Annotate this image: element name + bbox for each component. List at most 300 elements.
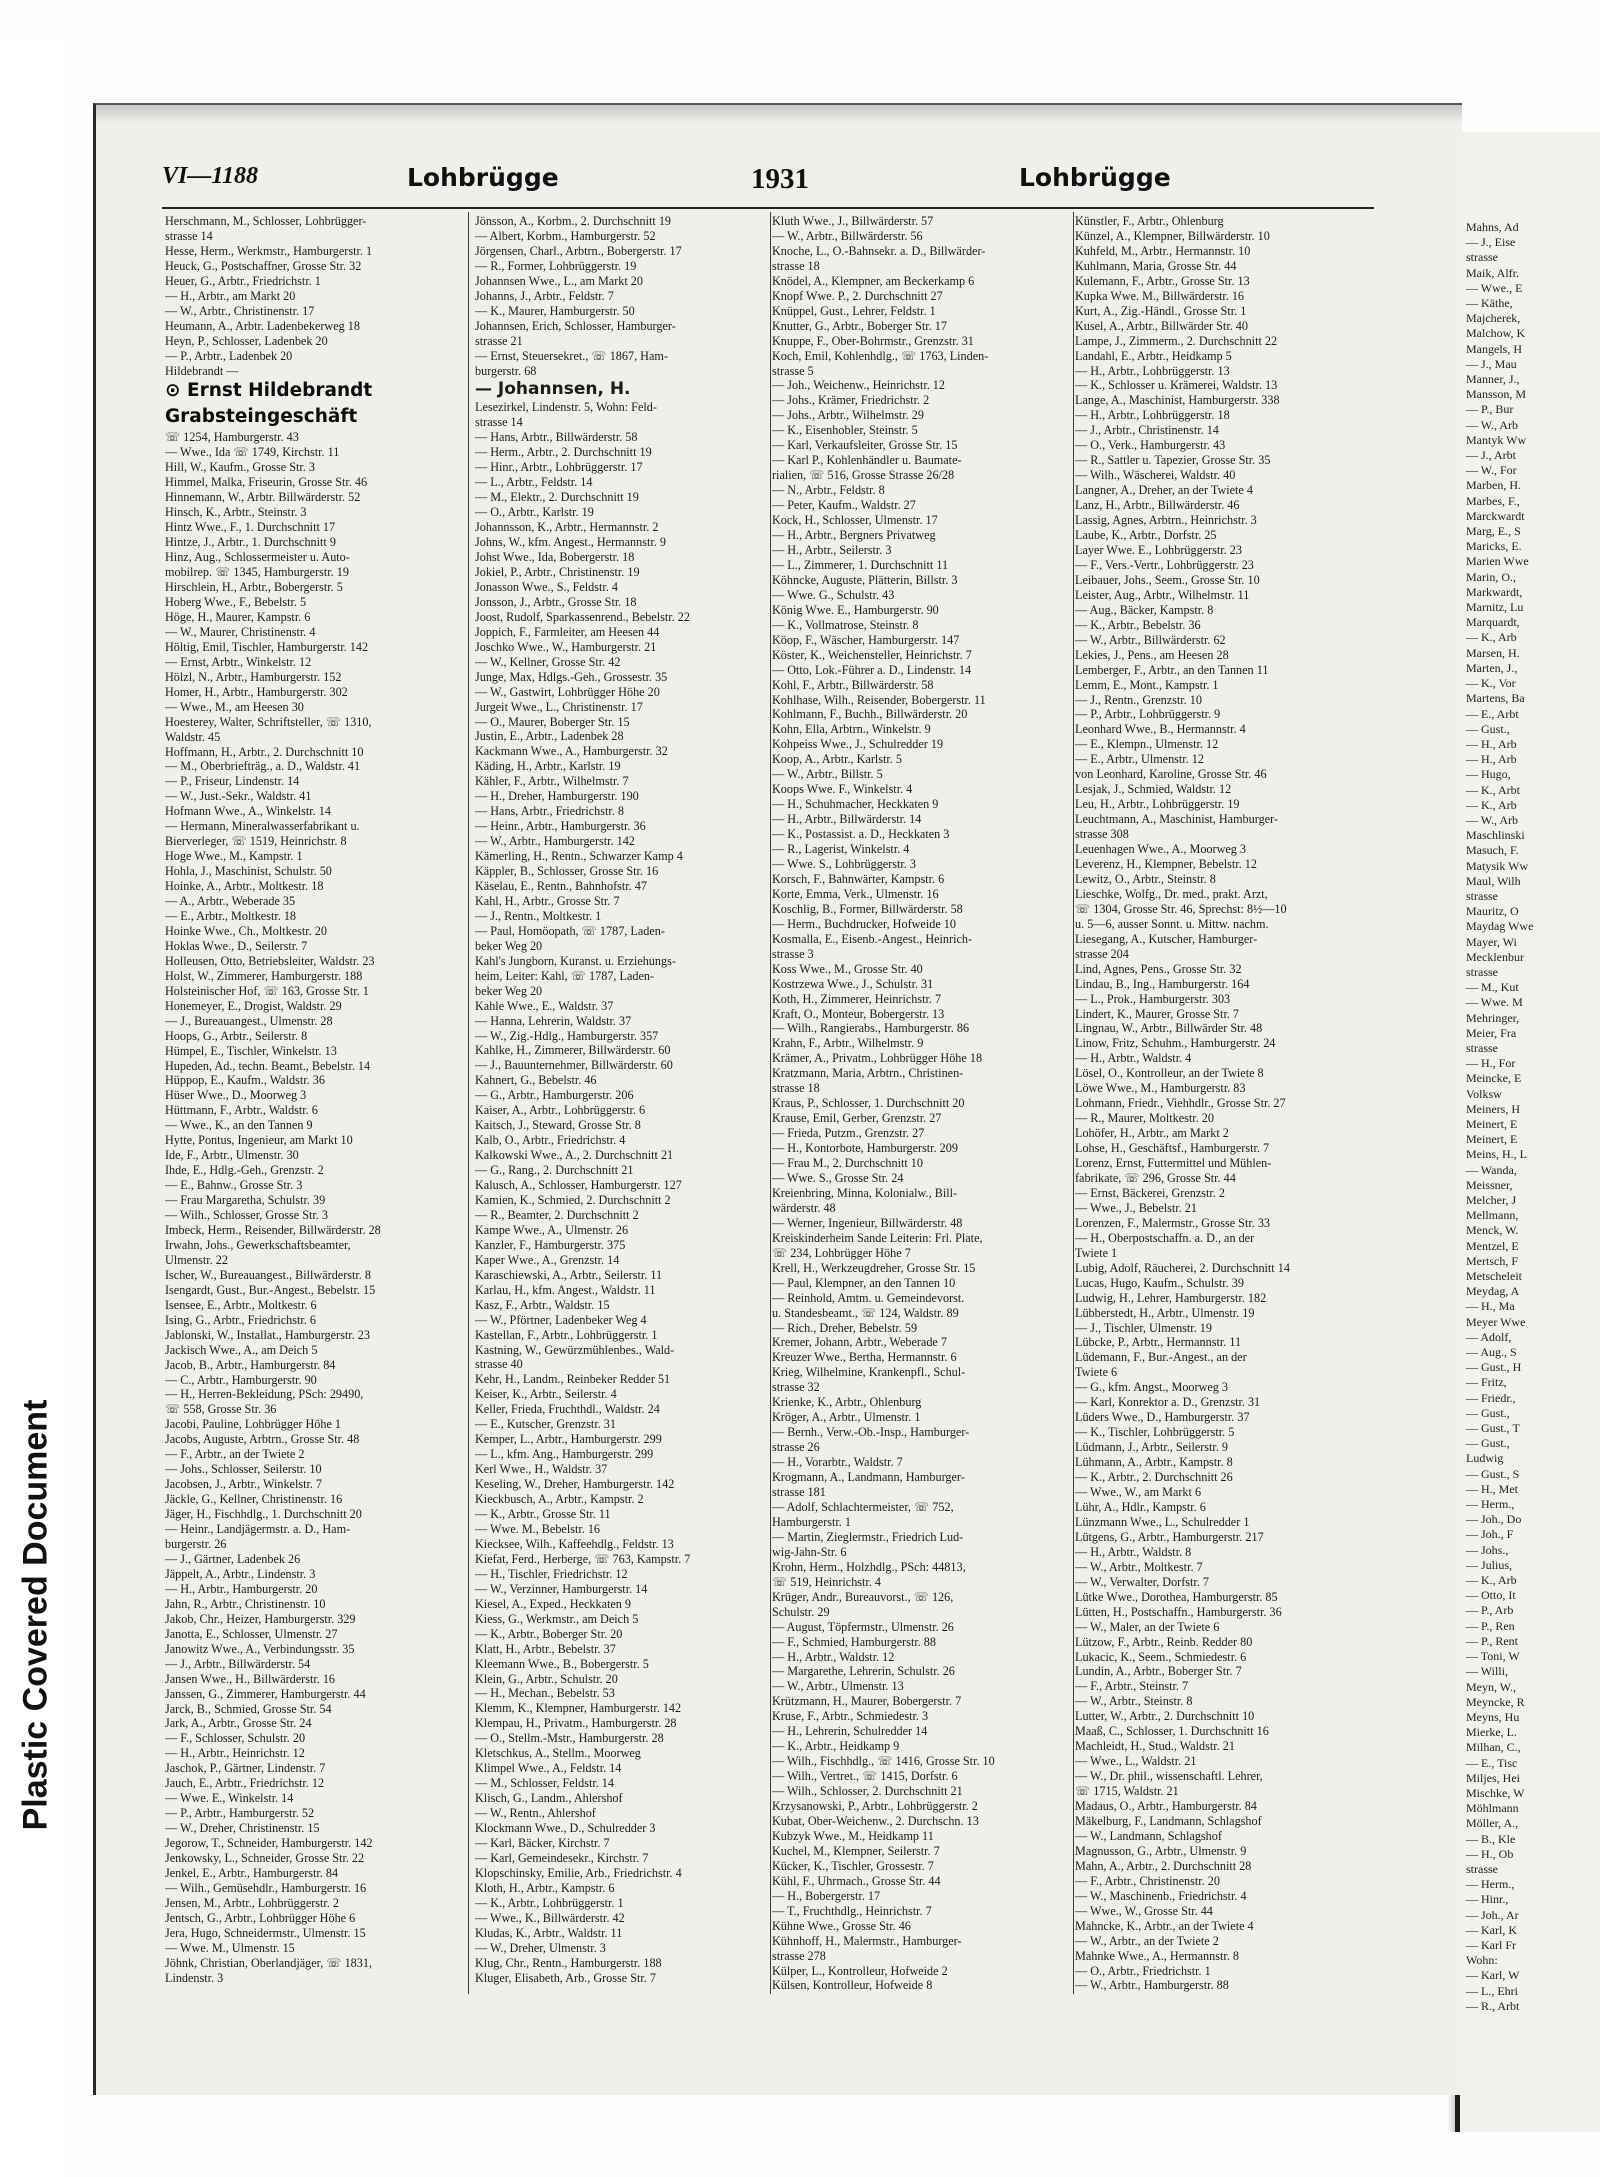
directory-entry: Justin, E., Arbtr., Ladenbek 28 [475, 729, 624, 744]
directory-entry: Jacobs, Auguste, Arbtrn., Grosse Str. 48 [165, 1432, 360, 1447]
directory-entry: — H., Arbtr., am Markt 20 [165, 288, 296, 303]
directory-entry: Keiser, K., Arbtr., Seilerstr. 4 [475, 1387, 617, 1402]
directory-entry: — W., Just.-Sekr., Waldstr. 41 [165, 789, 312, 804]
directory-entry: Kücker, K., Tischler, Grossestr. 7 [772, 1858, 934, 1873]
directory-entry: Jacobsen, J., Arbtr., Winkelstr. 7 [165, 1477, 323, 1492]
directory-entry: Hytte, Pontus, Ingenieur, am Markt 10 [165, 1133, 353, 1148]
directory-entry: Kaper Wwe., A., Grenzstr. 14 [475, 1252, 620, 1267]
directory-entry: Layer Wwe. E., Lohbrüggerstr. 23 [1075, 542, 1242, 557]
directory-entry: Leonhard Wwe., B., Hermannstr. 4 [1075, 722, 1246, 737]
directory-entry: — Adolf, Schlachtermeister, ☏ 752, [772, 1499, 954, 1514]
directory-entry: Lingnau, W., Arbtr., Billwärder Str. 48 [1075, 1021, 1263, 1036]
directory-entry: ⊙ Ernst Hildebrandt [165, 380, 373, 402]
directory-entry: — P., Arbtr., Lohbrüggerstr. 9 [1075, 707, 1221, 722]
directory-entry: Jark, A., Arbtr., Grosse Str. 24 [165, 1716, 312, 1731]
directory-entry: Koss Wwe., M., Grosse Str. 40 [772, 961, 923, 976]
facing-page-entry: Mischke, W [1466, 1785, 1525, 1800]
directory-entry: Hoffmann, H., Arbtr., 2. Durchschnitt 10 [165, 744, 364, 759]
directory-entry: — Herm., Arbtr., 2. Durchschnitt 19 [475, 445, 652, 460]
directory-entry: — W., Zig.-Hdlg., Hamburgerstr. 357 [475, 1028, 659, 1043]
directory-entry: — W., Arbtr., Ulmenstr. 13 [772, 1679, 904, 1694]
facing-page-entry: Mangels, H [1466, 341, 1522, 356]
directory-entry: Lorenz, Ernst, Futtermittel und Mühlen- [1075, 1156, 1272, 1171]
directory-entry: — J., Tischler, Ulmenstr. 19 [1075, 1320, 1212, 1335]
directory-entry: — G., kfm. Angst., Moorweg 3 [1075, 1380, 1229, 1395]
directory-entry: Kruse, F., Arbtr., Schmiedestr. 3 [772, 1709, 929, 1724]
directory-entry: beker Weg 20 [475, 938, 543, 953]
directory-entry: — G., Rang., 2. Durchschnitt 21 [475, 1163, 634, 1178]
facing-page-entry: — Joh., F [1466, 1527, 1514, 1542]
directory-entry: — M., Elektr., 2. Durchschnitt 19 [475, 490, 639, 505]
directory-entry: Lübcke, P., Arbtr., Hermannstr. 11 [1075, 1335, 1242, 1350]
directory-entry: — P., Arbtr., Hamburgerstr. 52 [165, 1806, 315, 1821]
directory-entry: Klug, Chr., Rentn., Hamburgerstr. 188 [475, 1955, 662, 1970]
facing-page-entry: — K., Arb [1466, 1573, 1517, 1588]
directory-entry: Ising, G., Arbtr., Friedrichstr. 6 [165, 1312, 316, 1327]
directory-entry: Kahle Wwe., E., Waldstr. 37 [475, 998, 614, 1013]
directory-entry: Koop, A., Arbtr., Karlstr. 5 [772, 752, 902, 767]
directory-entry: Hill, W., Kaufm., Grosse Str. 3 [165, 460, 315, 475]
facing-page-entry: Miljes, Hei [1466, 1770, 1520, 1785]
directory-entry: — M., Schlosser, Feldstr. 14 [475, 1776, 614, 1791]
facing-page-entry: Meissner, [1466, 1177, 1513, 1192]
directory-entry: Machleidt, H., Stud., Waldstr. 21 [1075, 1739, 1235, 1754]
facing-page-entry: Metscheleit [1466, 1269, 1522, 1284]
directory-column-4 [1075, 214, 1373, 1994]
directory-entry: — P., Friseur, Lindenstr. 14 [165, 774, 300, 789]
facing-page-entry: Mahns, Ad [1466, 220, 1519, 234]
directory-entry: — K., Tischler, Lohbrüggerstr. 5 [1075, 1425, 1235, 1440]
directory-entry: Kahlke, H., Zimmerer, Billwärderstr. 60 [475, 1043, 671, 1058]
directory-entry: Krause, Emil, Gerber, Grenzstr. 27 [772, 1111, 942, 1126]
directory-entry: Krieg, Wilhelmine, Krankenpfl., Schul- [772, 1365, 966, 1380]
directory-entry: — Wilh., Fischhdlg., ☏ 1416, Grosse Str. 10 [772, 1754, 995, 1769]
directory-entry: Jera, Hugo, Schneidermstr., Ulmenstr. 15 [165, 1925, 366, 1940]
directory-entry: Holsteinischer Hof, ☏ 163, Grosse Str. 1 [165, 983, 369, 998]
facing-page-entry: Maul, Wilh [1466, 873, 1521, 888]
directory-entry: — R., Lagerist, Winkelstr. 4 [772, 842, 910, 857]
directory-entry: Heyn, P., Schlosser, Ladenbek 20 [165, 333, 328, 348]
facing-page-entry: Maricks, E. [1466, 539, 1522, 554]
directory-entry: Kaiser, A., Arbtr., Lohbrüggerstr. 6 [475, 1103, 646, 1118]
facing-page-entry: Meyns, Hu [1466, 1709, 1520, 1724]
directory-entry: Landahl, E., Arbtr., Heidkamp 5 [1075, 348, 1232, 363]
directory-entry: — Wwe., M., am Heesen 30 [165, 699, 304, 714]
directory-entry: Laube, K., Arbtr., Dorfstr. 25 [1075, 528, 1217, 543]
directory-entry: Kühne Wwe., Grosse Str. 46 [772, 1918, 911, 1933]
directory-entry: Keseling, W., Dreher, Hamburgerstr. 142 [475, 1477, 675, 1492]
directory-entry: Klimpel Wwe., A., Feldstr. 14 [475, 1761, 622, 1776]
directory-entry: — Wilh., Schlosser, Grosse Str. 3 [165, 1208, 328, 1223]
facing-page-entry: — J., Mau [1466, 356, 1517, 371]
directory-entry: Mahn, A., Arbtr., 2. Durchschnitt 28 [1075, 1858, 1252, 1873]
directory-entry: Krüger, Andr., Bureauvorst., ☏ 126, [772, 1589, 954, 1604]
directory-entry: Krohn, Herm., Holzhdlg., PSch: 44813, [772, 1559, 966, 1574]
facing-page-entry: — K., Arb [1466, 797, 1517, 812]
facing-page-entry: Marquardt, [1466, 615, 1520, 630]
directory-entry: Jöhnk, Christian, Oberlandjäger, ☏ 1831, [165, 1955, 373, 1970]
directory-entry: Joppich, F., Farmleiter, am Heesen 44 [475, 624, 660, 639]
facing-page-entry: Mentzel, E [1466, 1238, 1519, 1253]
directory-entry: Kluger, Elisabeth, Arb., Grosse Str. 7 [475, 1970, 656, 1985]
directory-entry: — Hans, Arbtr., Billwärderstr. 58 [475, 430, 638, 445]
facing-page-entry: Marnitz, Lu [1466, 600, 1524, 615]
directory-entry: Kubzyk Wwe., M., Heidkamp 11 [772, 1828, 934, 1843]
directory-entry: Hintze, J., Arbtr., 1. Durchschnitt 9 [165, 535, 336, 550]
directory-entry: Lukacic, K., Seem., Schmiedestr. 6 [1075, 1649, 1247, 1664]
directory-entry: mobilrep. ☏ 1345, Hamburgerstr. 19 [165, 565, 349, 580]
directory-entry: heim, Leiter: Kahl, ☏ 1787, Laden- [475, 968, 655, 983]
facing-page-entry: Mellmann, [1466, 1208, 1519, 1223]
facing-page-entry: Marben, H. [1466, 478, 1521, 493]
facing-page-entry: Mecklenbur [1466, 949, 1524, 964]
directory-entry: Künzel, A., Klempner, Billwärderstr. 10 [1075, 228, 1270, 243]
facing-page-entry: — K., Arbt [1466, 782, 1520, 797]
directory-entry: Johannsson, K., Arbtr., Hermannstr. 2 [475, 520, 659, 535]
directory-entry: — O., Arbtr., Karlstr. 19 [475, 505, 594, 520]
facing-page-entry: Meinert, E [1466, 1116, 1518, 1131]
directory-entry: Klempau, H., Privatm., Hamburgerstr. 28 [475, 1716, 677, 1731]
facing-page-entry: Marbes, F., [1466, 493, 1520, 508]
directory-entry: Hoge Wwe., M., Kampstr. 1 [165, 849, 303, 864]
directory-entry: — Wilh., Gemüsehdlr., Hamburgerstr. 16 [165, 1880, 367, 1895]
directory-entry: — Otto, Lok.-Führer a. D., Lindenstr. 14 [772, 662, 972, 677]
directory-entry: Jonasson Wwe., S., Feldstr. 4 [475, 579, 618, 594]
facing-page-entry: — Toni, W [1466, 1649, 1520, 1664]
directory-entry: Kröger, A., Arbtr., Ulmenstr. 1 [772, 1410, 921, 1425]
directory-entry: Klockmann Wwe., D., Schulredder 3 [475, 1821, 656, 1836]
directory-entry: Lübberstedt, H., Arbtr., Ulmenstr. 19 [1075, 1305, 1255, 1320]
directory-entry: Hoinke, A., Arbtr., Moltkestr. 18 [165, 879, 324, 894]
directory-entry: — H., Lehrerin, Schulredder 14 [772, 1724, 928, 1739]
directory-entry: — E., Kutscher, Grenzstr. 31 [475, 1417, 616, 1432]
directory-entry: Twiete 6 [1075, 1365, 1118, 1380]
directory-entry: — K., Schlosser u. Krämerei, Waldstr. 13 [1075, 378, 1278, 393]
directory-entry: — H., Bobergerstr. 17 [772, 1888, 881, 1903]
directory-entry: Kraus, P., Schlosser, 1. Durchschnitt 20 [772, 1096, 965, 1111]
directory-entry: Lindert, K., Maurer, Grosse Str. 7 [1075, 1006, 1240, 1021]
directory-entry: — R., Beamter, 2. Durchschnitt 2 [475, 1207, 639, 1222]
directory-entry: Ihde, E., Hdlg.-Geh., Grenzstr. 2 [165, 1163, 324, 1178]
directory-entry: — L., Prok., Hamburgerstr. 303 [1075, 991, 1231, 1006]
directory-entry: Kreiskinderheim Sande Leiterin: Frl. Plate, [772, 1230, 983, 1245]
directory-entry: Kehr, H., Landm., Reinbeker Redder 51 [475, 1372, 671, 1387]
directory-entry: Kanzler, F., Hamburgerstr. 375 [475, 1237, 626, 1252]
directory-entry: Leister, Aug., Arbtr., Wilhelmstr. 11 [1075, 587, 1250, 602]
directory-entry: — Joh., Weichenw., Heinrichstr. 12 [772, 378, 945, 393]
directory-entry: Hupeden, Ad., techn. Beamt., Bebelstr. 14 [165, 1058, 371, 1073]
directory-entry: Mäkelburg, F., Landmann, Schlagshof [1075, 1813, 1262, 1828]
directory-entry: Janssen, G., Zimmerer, Hamburgerstr. 44 [165, 1686, 366, 1701]
directory-entry: — Paul, Homöopath, ☏ 1787, Laden- [475, 923, 665, 938]
facing-page-entry: — Karl, K [1466, 1922, 1517, 1937]
facing-page-entry: — H., Ma [1466, 1299, 1515, 1314]
facing-page-entry: — W., Arb [1466, 812, 1519, 827]
directory-entry: — K., Eisenhobler, Steinstr. 5 [772, 423, 918, 438]
directory-entry: — R., Former, Lohbrüggerstr. 19 [475, 258, 637, 273]
directory-entry: Kackmann Wwe., A., Hamburgerstr. 32 [475, 744, 668, 759]
facing-page-entry: — J., Eise [1466, 235, 1516, 250]
directory-entry: — Ernst, Bäckerei, Grenzstr. 2 [1075, 1185, 1225, 1200]
facing-page-entry: Menck, W. [1466, 1223, 1519, 1238]
facing-page-entry: Masuch, F. [1466, 843, 1519, 858]
directory-entry: Lucas, Hugo, Kaufm., Schulstr. 39 [1075, 1275, 1244, 1290]
directory-entry: Ischer, W., Bureauangest., Billwärderstr. 8 [165, 1267, 371, 1282]
directory-entry: — L., Zimmerer, 1. Durchschnitt 11 [772, 557, 949, 572]
directory-entry: Jokiel, P., Arbtr., Christinenstr. 19 [475, 564, 640, 579]
directory-entry: Lutter, W., Arbtr., 2. Durchschnitt 10 [1075, 1709, 1255, 1724]
directory-entry: Kastellan, F., Arbtr., Lohbrüggerstr. 1 [475, 1327, 658, 1342]
directory-entry: strasse 32 [772, 1380, 820, 1395]
directory-entry: — Heinr., Landjägermstr. a. D., Ham- [165, 1522, 351, 1537]
facing-page-entry: — Karl, W [1466, 1968, 1520, 1983]
directory-entry: — Werner, Ingenieur, Billwärderstr. 48 [772, 1215, 963, 1230]
directory-entry: Kratzmann, Maria, Arbtrn., Christinen- [772, 1066, 964, 1081]
directory-entry: Jacob, B., Arbtr., Hamburgerstr. 84 [165, 1357, 336, 1372]
directory-entry: — H., Tischler, Friedrichstr. 12 [475, 1566, 628, 1581]
directory-entry: fabrikate, ☏ 296, Grosse Str. 44 [1075, 1171, 1236, 1185]
facing-page-entry: Mansson, M [1466, 387, 1527, 402]
directory-entry: — Frieda, Putzm., Grenzstr. 27 [772, 1126, 925, 1141]
directory-entry: Köop, F., Wäscher, Hamburgerstr. 147 [772, 632, 960, 647]
directory-entry: Ulmenstr. 22 [165, 1252, 228, 1267]
directory-entry: Lange, A., Maschinist, Hamburgerstr. 338 [1075, 393, 1280, 408]
directory-entry: Kahl's Jungborn, Kuranst. u. Erziehungs- [475, 953, 676, 968]
directory-entry: — H., Arbtr., Lohbrüggerstr. 18 [1075, 408, 1230, 423]
directory-entry: — J., Rentn., Grenzstr. 10 [1075, 692, 1202, 707]
facing-page-entry: Wohn: [1466, 1953, 1498, 1968]
facing-page-entry: — Aug., S [1466, 1345, 1517, 1360]
directory-entry: Kamien, K., Schmied, 2. Durchschnitt 2 [475, 1193, 671, 1207]
directory-entry: rialien, ☏ 516, Grosse Strasse 26/28 [772, 468, 955, 483]
directory-entry: Lohse, H., Geschäftsf., Hamburgerstr. 7 [1075, 1141, 1270, 1156]
directory-entry: — E., Arbtr., Ulmenstr. 12 [1075, 752, 1204, 767]
facing-page-entry: Maydag Wwe [1466, 919, 1534, 934]
directory-entry: Jauch, E., Arbtr., Friedrichstr. 12 [165, 1776, 325, 1791]
directory-entry: Kurt, A., Zig.-Händl., Grosse Str. 1 [1075, 303, 1247, 318]
facing-page [1455, 132, 1600, 2132]
directory-entry: Koops Wwe. F., Winkelstr. 4 [772, 782, 913, 797]
directory-entry: — W., Arbtr., Christinenstr. 17 [165, 303, 315, 318]
directory-column-2 [475, 214, 770, 1994]
directory-entry: Kupka Wwe. M., Billwärderstr. 16 [1075, 288, 1245, 303]
column-divider [770, 212, 771, 1994]
directory-entry: — A., Arbtr., Weberade 35 [165, 894, 296, 909]
directory-entry: Holst, W., Zimmerer, Hamburgerstr. 188 [165, 968, 363, 983]
facing-page-entry: Maik, Alfr. [1466, 265, 1519, 280]
directory-entry: — K., Arbtr., Boberger Str. 20 [475, 1626, 623, 1641]
directory-entry: — C., Arbtr., Hamburgerstr. 90 [165, 1372, 317, 1387]
directory-entry: Kuhlmann, Maria, Grosse Str. 44 [1075, 258, 1237, 273]
directory-entry: Leu, H., Arbtr., Lohbrüggerstr. 19 [1075, 797, 1240, 812]
directory-entry: — Karl P., Kohlenhändler u. Baumate- [772, 453, 962, 468]
directory-entry: — Johs., Krämer, Friedrichstr. 2 [772, 393, 930, 408]
facing-page-entry: — Joh., Ar [1466, 1907, 1519, 1922]
directory-entry: — G., Arbtr., Hamburgerstr. 206 [475, 1088, 634, 1103]
directory-entry: Krell, H., Werkzeugdreher, Grosse Str. 15 [772, 1260, 976, 1275]
facing-page-entry: — M., Kut [1466, 980, 1519, 995]
directory-entry: Hirschlein, H., Arbtr., Bobergerstr. 5 [165, 580, 343, 595]
directory-entry: Langner, A., Dreher, an der Twiete 4 [1075, 483, 1253, 498]
directory-entry: Herschmann, M., Schlosser, Lohbrügger- [165, 214, 367, 228]
directory-entry: — O., Verk., Hamburgerstr. 43 [1075, 438, 1226, 453]
directory-entry: Lütten, H., Postschaffn., Hamburgerstr. 36 [1075, 1604, 1282, 1619]
directory-entry: — H., Mechan., Bebelstr. 53 [475, 1686, 615, 1701]
directory-entry: Jörgensen, Charl., Arbtrn., Bobergerstr. 17 [475, 243, 682, 258]
directory-entry: Koth, H., Zimmerer, Heinrichstr. 7 [772, 991, 942, 1006]
directory-entry: Lützow, F., Arbtr., Reinb. Redder 80 [1075, 1634, 1253, 1649]
directory-entry: Lemberger, F., Arbtr., an den Tannen 11 [1075, 662, 1269, 677]
directory-entry: — F., Arbtr., an der Twiete 2 [165, 1447, 305, 1462]
directory-entry: Kieckbusch, A., Arbtr., Kampstr. 2 [475, 1492, 644, 1507]
facing-page-entry: Meyer Wwe [1466, 1314, 1526, 1329]
facing-page-entry: — Gust., [1466, 1405, 1510, 1420]
directory-entry: Krahn, F., Arbtr., Wilhelmstr. 9 [772, 1036, 924, 1051]
directory-entry: — Wwe. S., Grosse Str. 24 [772, 1171, 904, 1185]
directory-entry: Hofmann Wwe., A., Winkelstr. 14 [165, 804, 331, 819]
directory-entry: Liesegang, A., Kutscher, Hamburger- [1075, 931, 1258, 946]
directory-entry: Heuer, G., Arbtr., Friedrichstr. 1 [165, 273, 321, 288]
directory-entry: Kerl Wwe., H., Waldstr. 37 [475, 1462, 608, 1477]
directory-entry: Leverenz, H., Klempner, Bebelstr. 12 [1075, 856, 1257, 871]
directory-entry: Kalusch, A., Schlosser, Hamburgerstr. 127 [475, 1178, 682, 1193]
directory-entry: — W., Arbtr., Hamburgerstr. 142 [475, 834, 635, 849]
directory-entry: Klemm, K., Klempner, Hamburgerstr. 142 [475, 1701, 682, 1716]
facing-page-entry: — H., Arb [1466, 752, 1517, 767]
directory-entry: — W., Gastwirt, Lohbrügger Höhe 20 [475, 684, 660, 699]
directory-entry: Krützmann, H., Maurer, Bobergerstr. 7 [772, 1694, 962, 1709]
facing-page-entry: Möller, A., [1466, 1816, 1519, 1831]
directory-entry: Kemper, L., Arbtr., Hamburgerstr. 299 [475, 1432, 662, 1447]
facing-page-entry: — Adolf, [1466, 1329, 1512, 1344]
directory-entry: Klein, G., Arbtr., Schulstr. 20 [475, 1671, 618, 1686]
directory-entry: Klatt, H., Arbtr., Bebelstr. 37 [475, 1641, 616, 1656]
directory-entry: — R., Sattler u. Tapezier, Grosse Str. 35 [1075, 453, 1271, 468]
directory-entry: Lohöfer, H., Arbtr., am Markt 2 [1075, 1126, 1229, 1141]
directory-entry: — K., Arbtr., Bebelstr. 36 [1075, 617, 1201, 632]
directory-entry: Lütgens, G., Arbtr., Hamburgerstr. 217 [1075, 1529, 1264, 1544]
directory-entry: Kalkowski Wwe., A., 2. Durchschnitt 21 [475, 1148, 674, 1163]
directory-entry: Kalb, O., Arbtr., Friedrichstr. 4 [475, 1133, 626, 1148]
facing-page-entry: — Gust., [1466, 1436, 1510, 1451]
directory-entry: Lubig, Adolf, Räucherei, 2. Durchschnitt 14 [1075, 1260, 1290, 1275]
directory-entry: Lüdmann, J., Arbtr., Seilerstr. 9 [1075, 1440, 1229, 1455]
facing-page-entry: — R., Arbt [1466, 1998, 1520, 2013]
directory-entry: Knödel, A., Klempner, am Beckerkamp 6 [772, 273, 975, 288]
directory-entry: Hüser Wwe., D., Moorweg 3 [165, 1088, 307, 1103]
directory-entry: Himmel, Malka, Friseurin, Grosse Str. 46 [165, 475, 368, 490]
directory-entry: — Wwe. M., Bebelstr. 16 [475, 1521, 601, 1536]
directory-entry: Knopf Wwe. P., 2. Durchschnitt 27 [772, 288, 943, 303]
directory-entry: — H., Oberpostschaffn. a. D., an der [1075, 1230, 1255, 1245]
facing-page-entry: — Gust., [1466, 721, 1510, 736]
column-divider [1073, 212, 1074, 1994]
directory-entry: — T., Fruchthdlg., Heinrichstr. 7 [772, 1903, 932, 1918]
directory-entry: — Karl, Bäcker, Kirchstr. 7 [475, 1835, 610, 1850]
directory-entry: Jönsson, A., Korbm., 2. Durchschnitt 19 [475, 214, 672, 228]
directory-entry: — Wwe., Ida ☏ 1749, Kirchstr. 11 [165, 445, 340, 460]
facing-page-entry: — Hinr., [1466, 1892, 1509, 1907]
directory-entry: Lieschke, Wolfg., Dr. med., prakt. Arzt, [1075, 886, 1268, 901]
directory-entry: — K., Arbtr., Grosse Str. 11 [475, 1507, 611, 1522]
directory-entry: Kasz, F., Arbtr., Waldstr. 15 [475, 1297, 610, 1312]
facing-page-entry: strasse [1466, 964, 1498, 979]
directory-entry: Isensee, E., Arbtr., Moltkestr. 6 [165, 1297, 317, 1312]
facing-page-entry: Möhlmann [1466, 1801, 1519, 1816]
directory-entry: — Ernst, Arbtr., Winkelstr. 12 [165, 654, 312, 669]
facing-page-entry: — Wwe., E [1466, 280, 1523, 295]
directory-entry: — J., Arbtr., Billwärderstr. 54 [165, 1656, 311, 1671]
directory-entry: Knüppel, Gust., Lehrer, Feldstr. 1 [772, 303, 936, 318]
directory-entry: Löwe Wwe., M., Hamburgerstr. 83 [1075, 1081, 1246, 1096]
directory-entry: — Hanna, Lehrerin, Waldstr. 37 [475, 1013, 632, 1028]
directory-entry: — Frau M., 2. Durchschnitt 10 [772, 1156, 923, 1171]
directory-entry: Kühnhoff, H., Malermstr., Hamburger- [772, 1933, 962, 1948]
directory-entry: Jansen Wwe., H., Billwärderstr. 16 [165, 1671, 336, 1686]
directory-entry: Kusel, A., Arbtr., Billwärder Str. 40 [1075, 318, 1248, 333]
facing-page-entry: Meincke, E [1466, 1071, 1522, 1086]
facing-page-entry: Meier, Fra [1466, 1025, 1517, 1040]
facing-page-entry: Meyncke, R [1466, 1694, 1525, 1709]
facing-page-entry: — J., Arbt [1466, 448, 1517, 463]
directory-entry: Hüppop, E., Kaufm., Waldstr. 36 [165, 1073, 325, 1088]
directory-entry: Kahnert, G., Bebelstr. 46 [475, 1073, 597, 1088]
directory-entry: Lindenstr. 3 [165, 1970, 224, 1985]
directory-entry: — W., Maschinenb., Friedrichstr. 4 [1075, 1888, 1247, 1903]
directory-entry: — H., Arbtr., Seilerstr. 3 [772, 542, 892, 557]
directory-entry: Leibauer, Johs., Seem., Grosse Str. 10 [1075, 572, 1260, 587]
directory-entry: — Albert, Korbm., Hamburgerstr. 52 [475, 228, 656, 243]
facing-page-entry: — H., Met [1466, 1481, 1518, 1496]
facing-page-entry: Mertsch, F [1466, 1253, 1518, 1268]
directory-entry: Käppler, B., Schlosser, Grosse Str. 16 [475, 864, 659, 879]
directory-entry: Kreienbring, Minna, Kolonialw., Bill- [772, 1185, 958, 1200]
directory-entry: beker Weg 20 [475, 983, 543, 998]
facing-page-entry: Majcherek, [1466, 311, 1521, 326]
directory-entry: Jarck, B., Schmied, Grosse Str. 54 [165, 1701, 332, 1716]
directory-entry: Kiesel, A., Exped., Heckkaten 9 [475, 1596, 632, 1611]
directory-entry: — H., Schuhmacher, Heckkaten 9 [772, 797, 939, 812]
directory-entry: — H., Arbtr., Waldstr. 12 [772, 1649, 895, 1664]
directory-entry: Kahl, H., Arbtr., Grosse Str. 7 [475, 893, 620, 908]
facing-page-entry: Maschlinski [1466, 828, 1525, 843]
directory-entry: Kiecksee, Wilh., Kaffeehdlg., Feldstr. 13 [475, 1536, 674, 1551]
directory-entry: ☏ 1254, Hamburgerstr. 43 [165, 430, 299, 445]
directory-entry: König Wwe. E., Hamburgerstr. 90 [772, 602, 939, 617]
directory-entry: — W., Landmann, Schlagshof [1075, 1828, 1222, 1843]
directory-entry: Lemm, E., Mont., Kampstr. 1 [1075, 677, 1219, 692]
directory-entry: Mahncke, K., Arbtr., an der Twiete 4 [1075, 1918, 1254, 1933]
directory-entry: Kostrzewa Wwe., J., Schulstr. 31 [772, 976, 934, 991]
directory-entry: Johannsen, Erich, Schlosser, Hamburger- [475, 318, 676, 333]
directory-entry: Krzysanowski, P., Arbtr., Lohbrüggerstr. 2 [772, 1799, 978, 1814]
directory-entry: — W., Arbtr., Hamburgerstr. 88 [1075, 1978, 1229, 1993]
directory-entry: — K., Arbtr., 2. Durchschnitt 26 [1075, 1470, 1233, 1485]
facing-page-entry: Melcher, J [1466, 1193, 1517, 1207]
directory-entry: Lassig, Agnes, Arbtrn., Heinrichstr. 3 [1075, 513, 1257, 528]
year: 1931 [751, 163, 809, 195]
directory-entry: Jakob, Chr., Heizer, Hamburgerstr. 329 [165, 1611, 356, 1626]
directory-entry: Jaschok, P., Gärtner, Lindenstr. 7 [165, 1761, 326, 1776]
directory-entry: ☏ 1715, Waldstr. 21 [1075, 1784, 1179, 1799]
directory-entry: — Peter, Kaufm., Waldstr. 27 [772, 498, 916, 513]
directory-entry: Kämerling, H., Rentn., Schwarzer Kamp 4 [475, 849, 683, 864]
facing-page-entry: Marien Wwe [1466, 554, 1529, 569]
directory-entry: strasse 278 [772, 1948, 826, 1963]
directory-entry: — K., Maurer, Hamburgerstr. 50 [475, 303, 635, 318]
directory-entry: — Johs., Arbtr., Wilhelmstr. 29 [772, 408, 924, 423]
facing-page-entry: — L., Ehri [1466, 1983, 1518, 1998]
